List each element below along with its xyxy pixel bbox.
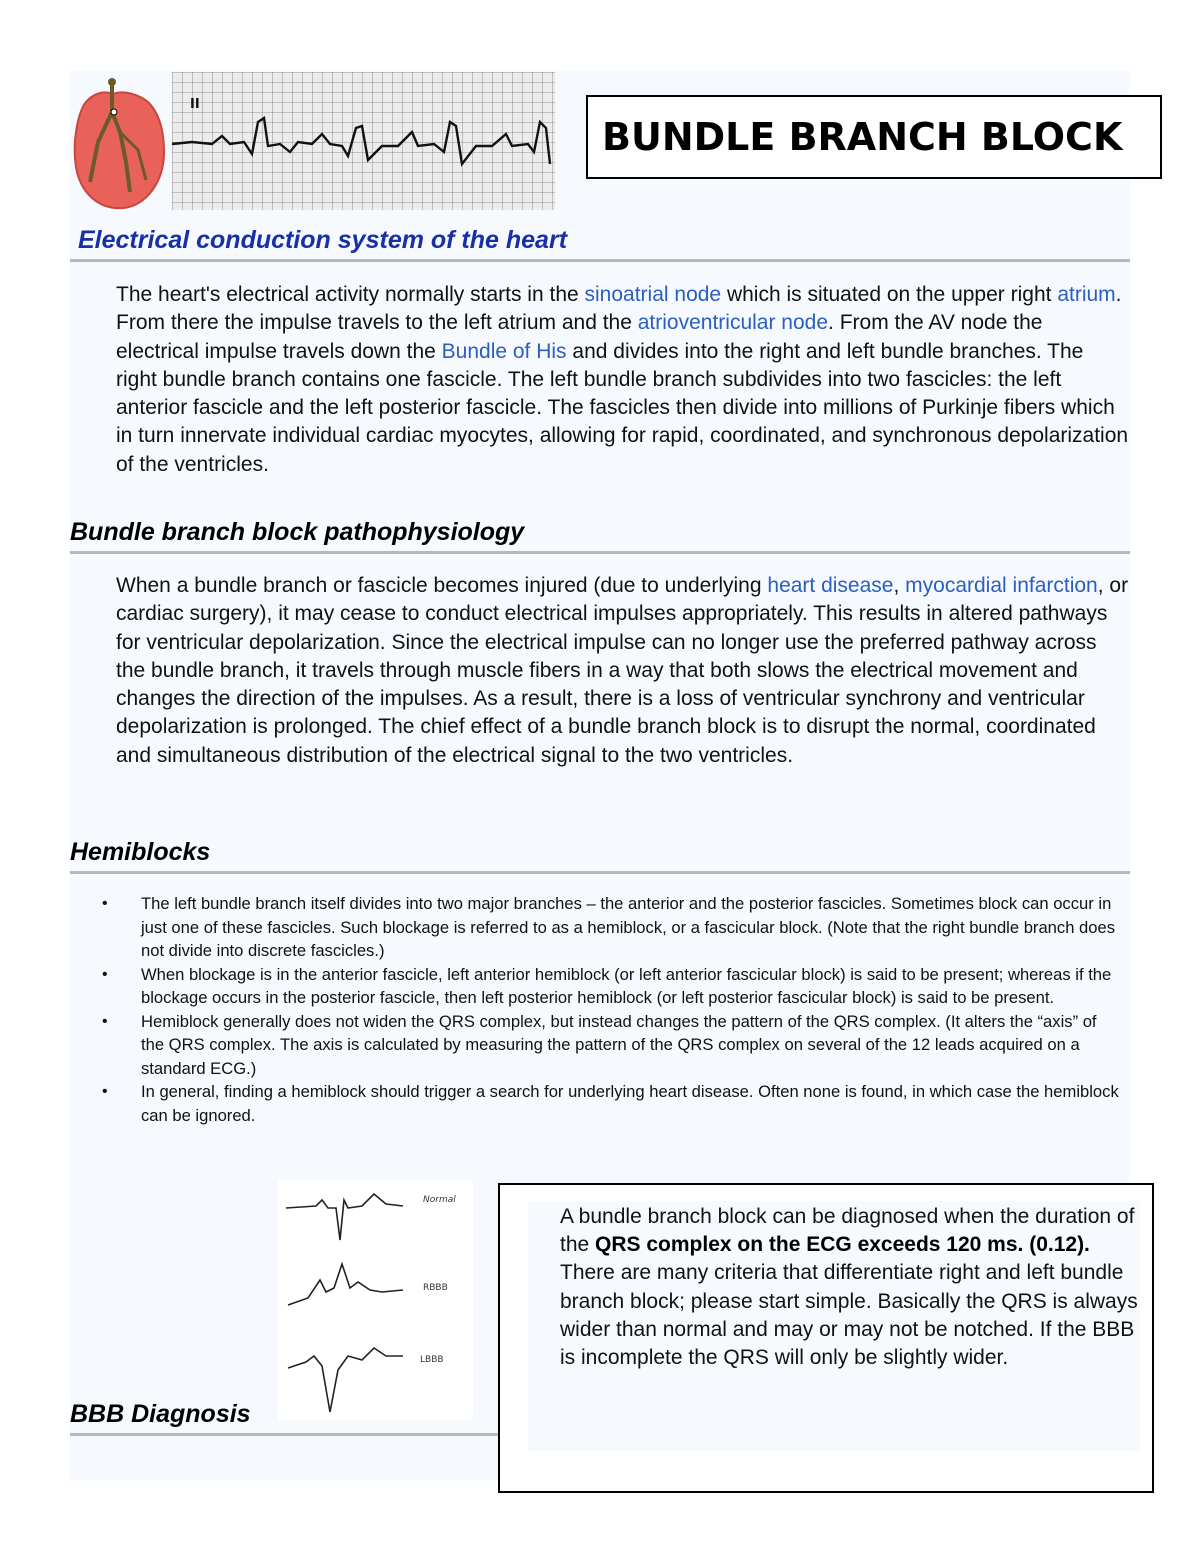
link-atrioventricular-node[interactable]: atrioventricular node <box>637 311 829 335</box>
normal-qrs-trace <box>286 1194 403 1240</box>
list-item <box>100 963 1120 1010</box>
link-atrium[interactable]: atrium <box>1057 283 1116 306</box>
ecg-lead-label: II <box>190 97 200 112</box>
list-item-text: In general, finding a hemiblock should trigger a search for underlying heart disease. Often none is found, in which case the hemiblock can be ignored. <box>141 1082 1119 1125</box>
list-item-text: The left bundle branch itself divides into two major branches – the anterior and the posterior fascicles. Sometimes block can occur in just one of these fascicles. Such blockage is referred to as a hemiblock, or a fascicular block. (Note that the right bundle branch does not divide into discrete fascicles.) <box>141 894 1116 960</box>
link-heart-disease[interactable]: heart disease <box>767 574 894 597</box>
list-item-text: Hemiblock generally does not widen the QRS complex, but instead changes the pattern of the QRS complex. (It alters the “axis” of the QRS complex. The axis is calculated by measuring the pattern of the QRS complex on several of the 12 leads acquired on a standard ECG.) <box>141 1011 1097 1078</box>
section-heading-conduction: Electrical conduction system of the heart <box>70 226 1130 262</box>
qrs-criteria-emphasis: QRS complex on the ECG exceeds 120 ms. (0.12). <box>595 1233 1090 1257</box>
heart-conduction-illustration <box>68 72 168 212</box>
text-run: When a bundle branch or fascicle becomes injured (due to underlying <box>116 574 768 597</box>
list-item <box>100 892 1120 963</box>
text-run: There are many criteria that differentiate right and left bundle branch block; please start simple. Basically the QRS is always wider than normal and may or may not be notched. If the BBB is incomplete the QRS will only be slightly wider. <box>560 1261 1138 1370</box>
hemiblocks-list <box>100 892 1120 1127</box>
text-run: , <box>893 574 906 597</box>
text-run: . From there the impulse travels to the left atrium and the <box>116 283 1122 335</box>
diagnosis-paragraph <box>560 1203 1140 1372</box>
section-heading-bbb-diagnosis: BBB Diagnosis <box>70 1400 500 1436</box>
section-heading-hemiblocks: Hemiblocks <box>70 838 1130 874</box>
rbbb-qrs-trace <box>288 1264 403 1305</box>
ecg-strip-image <box>172 72 555 210</box>
page-title: BUNDLE BRANCH BLOCK <box>602 115 1123 159</box>
text-run: , or cardiac surgery), it may cease to conduct electrical impulses appropriately. This results in altered pathways for ventricular depolarization. Since the electrical impulse can no longer use the preferred pathway across the bundle branch, it travels through muscle fibers in a way that both slows the electrical movement and changes the direction of the impulses. As a result, there is a loss of ventricular synchrony and ventricular depolarization is prolonged. The chief effect of a bundle branch block is to disrupt the normal, coordinated and simultaneous distribution of the electrical signal to the two ventricles. <box>116 574 1129 767</box>
text-run: A bundle branch block can be diagnosed when the duration of the <box>560 1205 1135 1257</box>
bullet-icon: • <box>102 1012 108 1030</box>
text-run: . From the AV node the electrical impulse travels down the <box>116 311 1043 363</box>
link-sinoatrial-node[interactable]: sinoatrial node <box>584 283 722 306</box>
text-run: which is situated on the upper right <box>721 283 1058 306</box>
bullet-icon: • <box>102 895 108 912</box>
trace-label-lbbb: LBBB <box>420 1355 444 1365</box>
bullet-icon: • <box>102 965 108 983</box>
diagnosis-callout-box <box>498 1183 1154 1493</box>
pathophysiology-paragraph <box>116 572 1130 770</box>
text-run: and divides into the right and left bundle branches. The right bundle branch contains one fascicle. The left bundle branch subdivides into two fascicles: the left anterior fascicle and the left posterior fascicle. The fascicles then divide into millions of Purkinje fibers which in turn innervate individual cardiac myocytes, allowing for rapid, coordinated, and synchronous depolarization of the ventricles. <box>116 339 1129 476</box>
list-item <box>100 1010 1120 1081</box>
bullet-icon: • <box>102 1083 108 1100</box>
list-item <box>100 1080 1120 1127</box>
qrs-traces-diagram <box>278 1180 473 1420</box>
text-run: The heart's electrical activity normally starts in the <box>116 283 585 306</box>
section-heading-pathophysiology: Bundle branch block pathophysiology <box>70 518 1130 554</box>
link-myocardial-infarction[interactable]: myocardial infarction <box>905 574 1098 597</box>
trace-label-normal: Normal <box>423 1195 456 1205</box>
link-bundle-of-his[interactable]: Bundle of His <box>441 339 567 363</box>
list-item-text: When blockage is in the anterior fascicle, left anterior hemiblock (or left anterior fascicular block) is said to be present; whereas if the blockage occurs in the posterior fascicle, then left posterior hemiblock (or left posterior fascicular block) is said to be present. <box>141 964 1112 1007</box>
trace-label-rbbb: RBBB <box>423 1283 448 1293</box>
title-box <box>586 95 1162 179</box>
conduction-paragraph <box>116 281 1130 479</box>
